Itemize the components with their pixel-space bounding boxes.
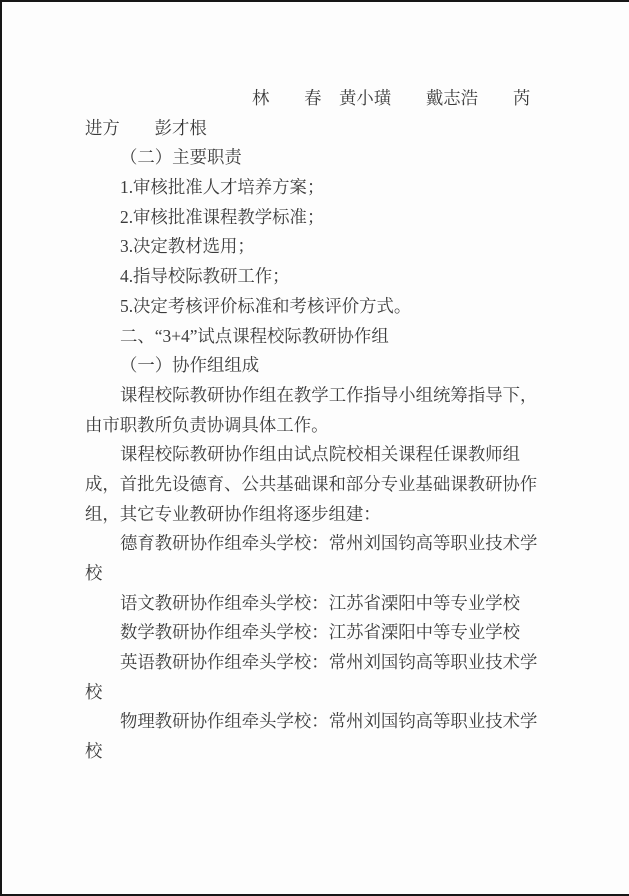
text-line: 德育教研协作组牵头学校：常州刘国钧高等职业技术学 (120, 533, 538, 554)
text-line: 数学教研协作组牵头学校：江苏省溧阳中等专业学校 (120, 622, 520, 643)
text-line: 3.决定教材选用； (120, 236, 255, 257)
text-line: 校 (85, 681, 103, 702)
text-line: 课程校际教研协作组在教学工作指导小组统筹指导下， (120, 384, 538, 405)
text-line: 1.审核批准人才培养方案； (120, 177, 325, 198)
text-line: （一）协作组组成 (120, 355, 260, 376)
text-line: 林 春 黄小璜 戴志浩 芮 (252, 88, 531, 108)
text-line: 二、“3+4”试点课程校际教研协作组 (120, 325, 389, 346)
text-line: 成，首批先设德育、公共基础课和部分专业基础课教研协作 (85, 473, 538, 494)
text-line: 校 (85, 563, 103, 583)
text-line: 5.决定考核评价标准和考核评价方式。 (120, 295, 412, 316)
text-line: 语文教研协作组牵头学校：江苏省溧阳中等专业学校 (120, 592, 520, 613)
text-line: 英语教研协作组牵头学校：常州刘国钧高等职业技术学 (120, 652, 538, 673)
text-line: 4.指导校际教研工作； (120, 266, 290, 287)
text-line: 校 (85, 741, 103, 762)
text-line: 物理教研协作组牵头学校：常州刘国钧高等职业技术学 (120, 711, 538, 732)
text-line: 由市职教所负责协调具体工作。 (85, 414, 329, 435)
text-line: 进方 彭才根 (85, 117, 207, 138)
document-body (85, 84, 593, 767)
text-line: （二）主要职责 (120, 147, 242, 168)
text-line: 组，其它专业教研协作组将逐步组建： (85, 503, 381, 524)
text-line: 2.审核批准课程教学标准； (120, 206, 325, 227)
text-line: 课程校际教研协作组由试点院校相关课程任课教师组 (120, 444, 520, 465)
